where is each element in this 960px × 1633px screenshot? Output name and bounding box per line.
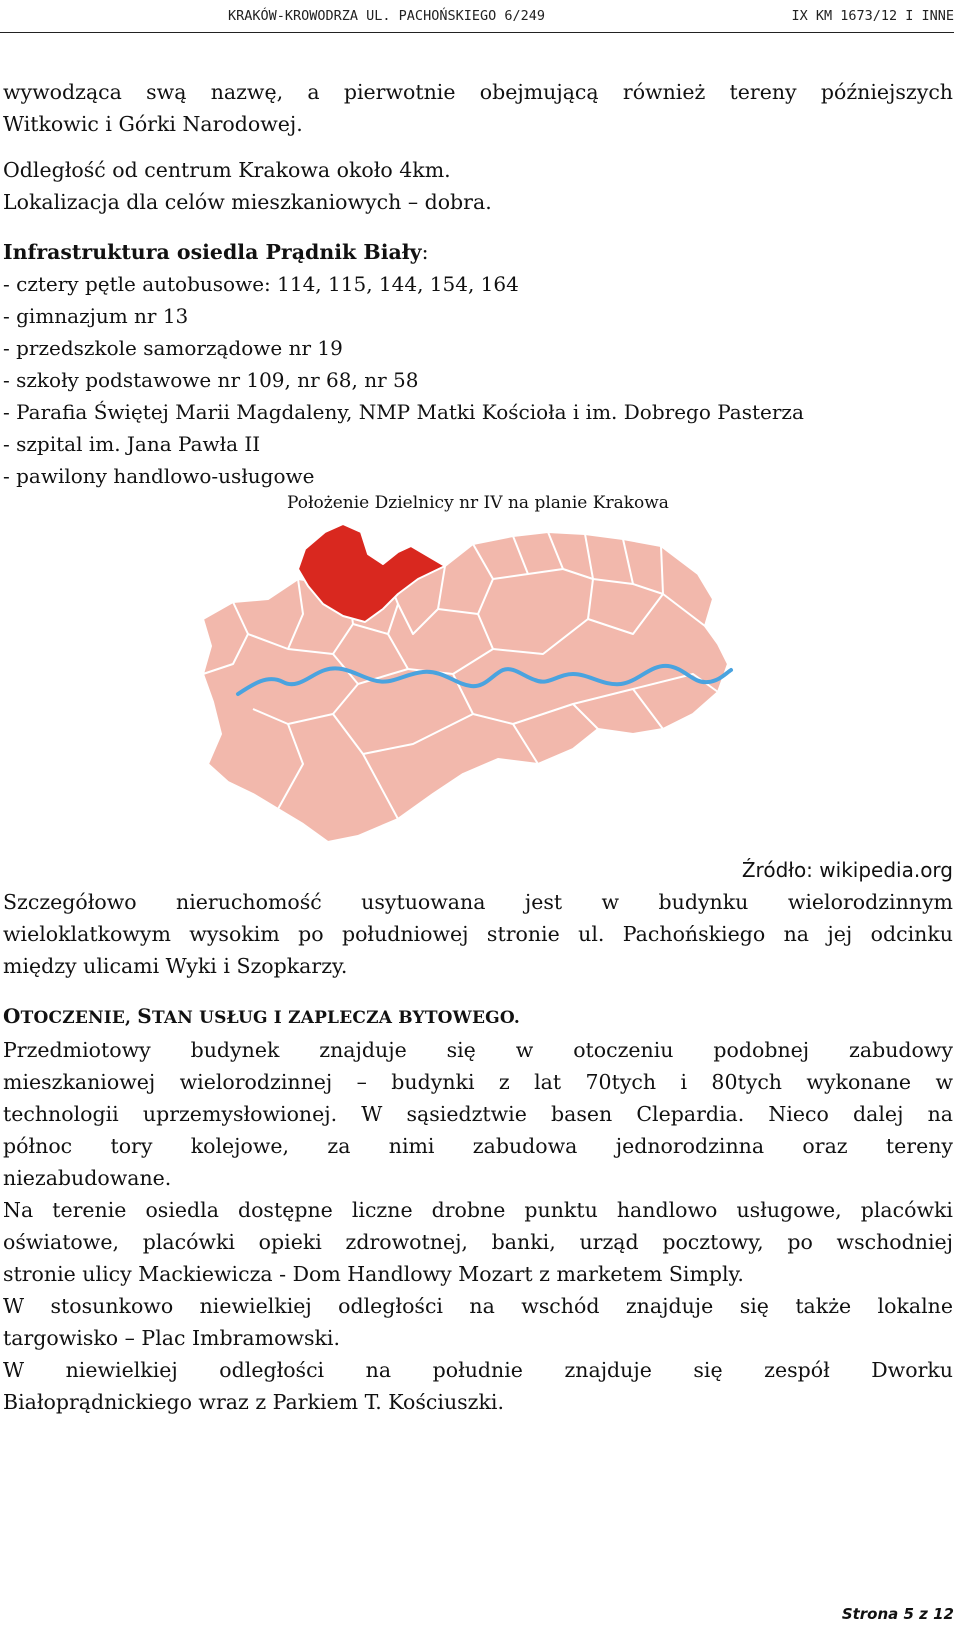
para1-line: niezabudowane. <box>3 1166 172 1190</box>
infrastructure-list <box>3 268 953 492</box>
distance-text: Odległość od centrum Krakowa około 4km. <box>3 158 451 182</box>
para2-line: stronie ulicy Mackiewicza - Dom Handlowy Mozart z marketem Simply. <box>3 1262 744 1286</box>
page-header <box>0 4 954 33</box>
para2-line: Na terenie osiedla dostępne liczne drobne punktu handlowo usługowe, placówki <box>3 1198 953 1222</box>
detail-line-1: Szczegółowo nieruchomość usytuowana jest w budynku wielorodzinnym <box>3 890 953 914</box>
page-number: Strona 5 z 12 <box>841 1605 954 1623</box>
infrastructure-heading <box>3 236 953 268</box>
list-item: - przedszkole samorządowe nr 19 <box>3 336 343 360</box>
list-item: - cztery pętle autobusowe: 114, 115, 144, 154, 164 <box>3 272 519 296</box>
para1-line: mieszkaniowej wielorodzinnej – budynki z lat 70tych i 80tych wykonane w <box>3 1070 953 1094</box>
para3-line: targowisko – Plac Imbramowski. <box>3 1326 340 1350</box>
list-item: - szkoły podstawowe nr 109, nr 68, nr 58 <box>3 368 419 392</box>
para1-line: Przedmiotowy budynek znajduje się w otoczeniu podobnej zabudowy <box>3 1038 953 1062</box>
para3-line: W stosunkowo niewielkiej odległości na wschód znajduje się także lokalne <box>3 1294 953 1318</box>
header-case-number: IX KM 1673/12 I INNE <box>791 8 954 24</box>
map-image <box>193 524 738 849</box>
section-heading: OTOCZENIE, STAN USŁUG I ZAPLECZA BYTOWEGO. <box>3 1004 520 1028</box>
para4-line: W niewielkiej odległości na południe znajduje się zespół Dworku <box>3 1358 953 1382</box>
para1-line: północ tory kolejowe, za nimi zabudowa jednorodzinna oraz tereny <box>3 1134 953 1158</box>
header-property-address: KRAKÓW-KROWODRZA UL. PACHOŃSKIEGO 6/249 <box>228 8 545 24</box>
detail-line-2: wieloklatkowym wysokim po południowej stronie ul. Pachońskiego na jej odcinku <box>3 922 953 946</box>
list-item: - pawilony handlowo-usługowe <box>3 464 315 488</box>
detail-line-3: między ulicami Wyki i Szopkarzy. <box>3 954 348 978</box>
document-body <box>3 76 953 1418</box>
intro-line-2: Witkowic i Górki Narodowej. <box>3 112 303 136</box>
para1-line: technologii uprzemysłowionej. W sąsiedztwie basen Clepardia. Nieco dalej na <box>3 1102 953 1126</box>
infrastructure-colon: : <box>421 240 429 264</box>
list-item: - Parafia Świętej Marii Magdaleny, NMP Matki Kościoła i im. Dobrego Pasterza <box>3 400 804 424</box>
city-area <box>203 532 728 842</box>
para4-line: Białoprądnickiego wraz z Parkiem T. Kościuszki. <box>3 1390 504 1414</box>
list-item: - szpital im. Jana Pawła II <box>3 432 261 456</box>
location-text: Lokalizacja dla celów mieszkaniowych – dobra. <box>3 190 492 214</box>
map-source: Źródło: wikipedia.org <box>741 858 953 882</box>
intro-line-1: wywodząca swą nazwę, a pierwotnie obejmującą również tereny późniejszych <box>3 80 953 104</box>
list-item: - gimnazjum nr 13 <box>3 304 189 328</box>
map-caption: Położenie Dzielnicy nr IV na planie Krakowa <box>287 493 669 513</box>
krakow-district-map <box>3 524 953 854</box>
para2-line: oświatowe, placówki opieki zdrowotnej, banki, urząd pocztowy, po wschodniej <box>3 1230 953 1254</box>
infrastructure-title: Infrastruktura osiedla Prądnik Biały <box>3 240 422 264</box>
